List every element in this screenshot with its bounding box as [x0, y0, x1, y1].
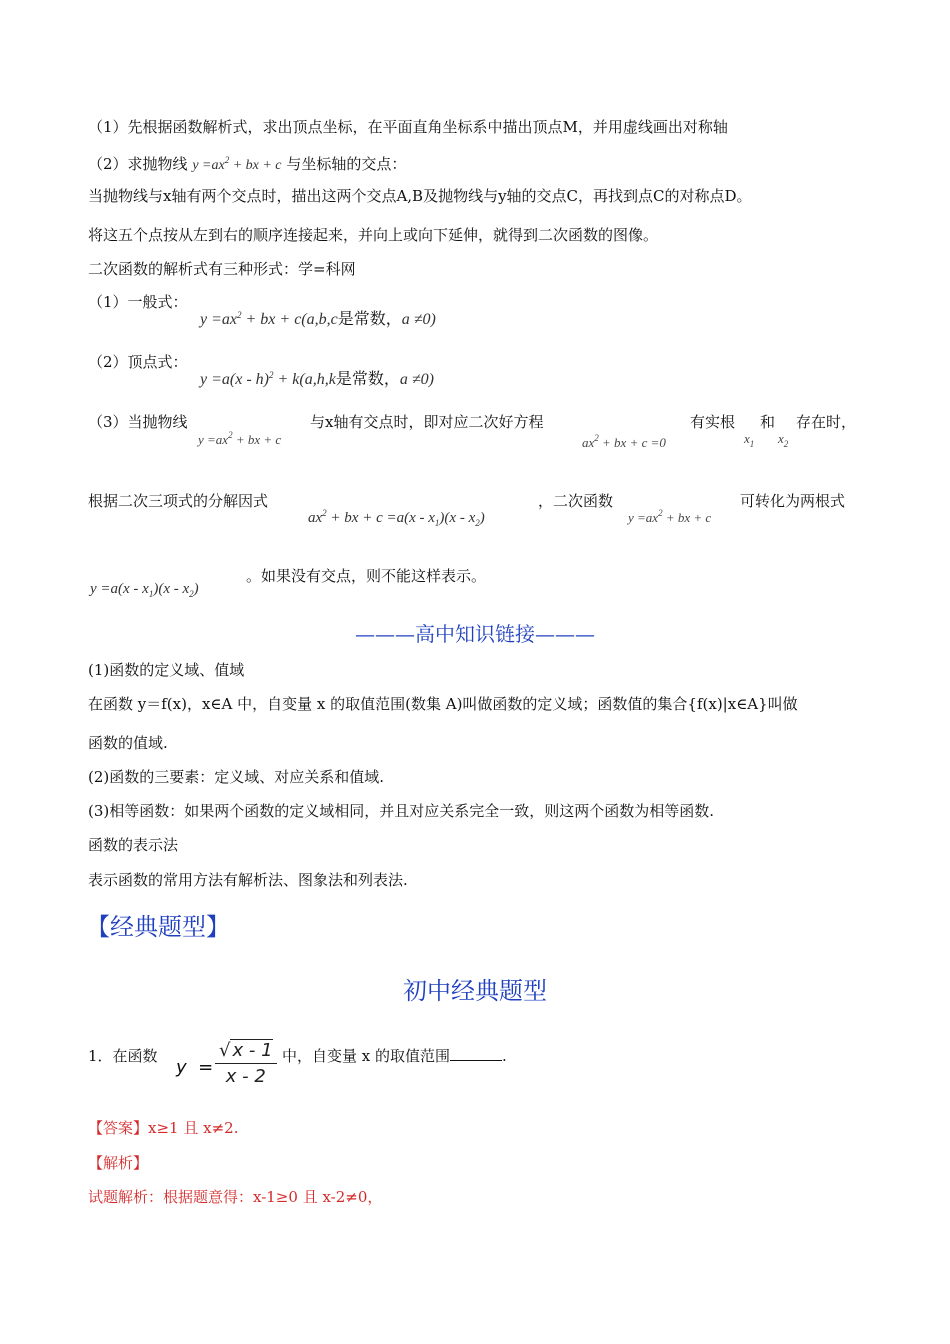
step-2-prefix: （2）求抛物线 — [88, 155, 188, 173]
domain-range-heading: (1)函数的定义域、值域 — [88, 661, 245, 679]
root-text-1: 与x轴有交点时，即对应二次好方程 — [310, 413, 544, 431]
analysis-text: 试题解析：根据题意得：x-1≥0 且 x-2≠0， — [88, 1188, 383, 1206]
step-3: 当抛物线与x轴有两个交点时，描出这两个交点A,B及抛物线与y轴的交点C，再找到点C的对称点D。 — [88, 187, 752, 205]
two-root-formula: $y =a(x - x_1)(x - x_2)$ — [90, 581, 199, 599]
answer-blank — [450, 1046, 502, 1061]
root-parabola-formula: $y =ax^2$ + bx + c — [198, 430, 282, 447]
fraction-numerator: √ x - 1 — [215, 1040, 277, 1064]
three-elements-text: (2)函数的三要素：定义域、对应关系和值域. — [88, 768, 385, 786]
factor-parabola-formula: $y =ax^2$ + bx + c — [628, 508, 712, 525]
equal-functions-text: (3)相等函数：如果两个函数的定义域相同，并且对应关系完全一致，则这两个函数为相等函数. — [88, 802, 715, 820]
answer-text: x≥1 且 x≠2. — [148, 1119, 239, 1137]
factor-text-1: 根据二次三项式的分解因式 — [88, 492, 269, 510]
step-1: （1）先根据函数解析式，求出顶点坐标，在平面直角坐标系中描出顶点M，并用虚线画出对称轴 — [88, 118, 728, 136]
vertex-form-label: （2）顶点式： — [88, 353, 188, 371]
fraction — [215, 1040, 277, 1087]
factor-text-3: 可转化为两根式 — [740, 492, 846, 510]
parabola-formula: $y =ax^2$ + bx + c — [192, 155, 282, 173]
vertex-form-formula: y =a(x - h)$^2$ + k(a,h,k是常数，a ≠0) — [200, 369, 434, 388]
forms-intro: 二次函数的解析式有三种形式：学=科网 — [88, 260, 356, 278]
root-x1: $x_1$ — [744, 431, 755, 449]
factor-formula: $ax^2$ + bx + $c =a(x - x_1)(x - x_2)$ — [308, 508, 485, 528]
answer-label: 【答案】 — [88, 1119, 149, 1137]
domain-range-text-1: 在函数 y＝f(x)，x∈A 中，自变量 x 的取值范围(数集 A)叫做函数的定义域；函数值的集合{f(x)|x∈A}叫做 — [88, 695, 798, 713]
general-form-formula: $y =ax^2$ + bx + c(a,b,c是常数，a ≠0) — [200, 309, 436, 328]
domain-range-text-2: 函数的值域. — [88, 734, 168, 752]
analysis-label: 【解析】 — [88, 1154, 149, 1172]
step-2 — [88, 150, 406, 176]
question-text: 中，自变量 x 的取值范围 . — [282, 1047, 507, 1065]
question-fraction — [215, 1040, 277, 1087]
question-y: y = — [176, 1057, 214, 1078]
factor-text-4: 。如果没有交点，则不能这样表示。 — [246, 567, 487, 585]
root-x2: $x_2$ — [778, 431, 789, 449]
section-title: 【经典题型】 — [86, 913, 230, 941]
step-2-suffix: 与坐标轴的交点： — [286, 155, 407, 173]
root-form-label: （3）当抛物线 — [88, 413, 188, 431]
root-equation: $ax^2$ + bx + c =0 — [582, 433, 666, 450]
question-number: 1．在函数 — [88, 1047, 158, 1065]
step-4: 将这五个点按从左到右的顺序连接起来，并向上或向下延伸，就得到二次函数的图像。 — [88, 226, 659, 244]
answer-line — [88, 1118, 238, 1138]
root-text-2: 有实根 — [690, 413, 736, 431]
knowledge-link-header: ———高中知识链接——— — [355, 622, 595, 646]
root-text-3: 和 — [760, 413, 776, 431]
general-form-label: （1）一般式： — [88, 293, 188, 311]
fraction-denominator: x - 2 — [225, 1066, 266, 1087]
representation-heading: 函数的表示法 — [88, 836, 179, 854]
sub-title: 初中经典题型 — [403, 977, 547, 1005]
root-text-4: 存在时， — [796, 413, 857, 431]
representation-text: 表示函数的常用方法有解析法、图象法和列表法. — [88, 871, 408, 889]
factor-text-2: ，二次函数 — [538, 492, 614, 510]
